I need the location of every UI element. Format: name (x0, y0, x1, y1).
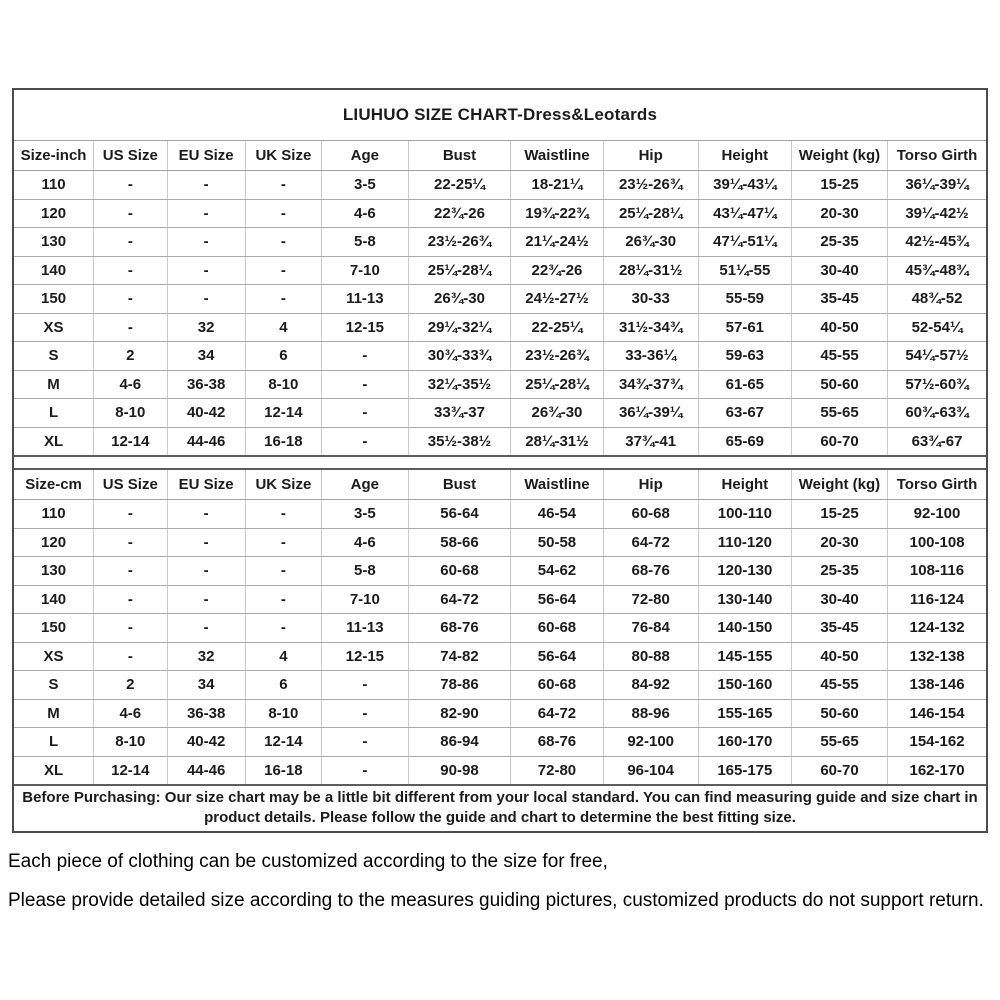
table-cell: 21¼-24½ (511, 228, 603, 257)
table-cell: 130-140 (698, 585, 791, 614)
table-row (14, 285, 986, 314)
table-cell: - (94, 528, 167, 557)
table-cell: 56-64 (408, 500, 511, 529)
column-header: Hip (603, 141, 698, 171)
table-cell: 45¾-48¾ (888, 256, 986, 285)
table-cell: 16-18 (245, 427, 321, 455)
table-cell: 120 (14, 528, 94, 557)
table-cell: 72-80 (603, 585, 698, 614)
table-cell: 68-76 (511, 728, 603, 757)
table-cell: 140-150 (698, 614, 791, 643)
size-chart (12, 88, 988, 833)
table-cell: - (167, 228, 245, 257)
table-cell: 42½-45¾ (888, 228, 986, 257)
table-cell: - (167, 614, 245, 643)
table-cell: 63¾-67 (888, 427, 986, 455)
column-header: EU Size (167, 470, 245, 500)
table-cell: 16-18 (245, 756, 321, 784)
table-row (14, 256, 986, 285)
table-cell: - (167, 199, 245, 228)
table-cell: 4-6 (322, 199, 409, 228)
table-cell: - (322, 699, 409, 728)
table-cell: 6 (245, 671, 321, 700)
table-cell: 8-10 (245, 699, 321, 728)
table-cell: 23½-26¾ (603, 171, 698, 200)
table-cell: - (322, 342, 409, 371)
table-cell: 7-10 (322, 256, 409, 285)
table-cell: 20-30 (791, 528, 887, 557)
table-row (14, 756, 986, 784)
size-table-inch (14, 141, 986, 455)
table-cell: 25-35 (791, 228, 887, 257)
table-cell: 50-60 (791, 370, 887, 399)
table-cell: - (322, 756, 409, 784)
table-cell: - (322, 671, 409, 700)
table-row (14, 500, 986, 529)
size-table-cm (14, 470, 986, 784)
table-cell: - (167, 585, 245, 614)
column-header: Size-inch (14, 141, 94, 171)
table-cell: 4-6 (322, 528, 409, 557)
table-cell: L (14, 728, 94, 757)
table-cell: 6 (245, 342, 321, 371)
table-cell: 15-25 (791, 500, 887, 529)
table-cell: 59-63 (698, 342, 791, 371)
table-cell: 64-72 (603, 528, 698, 557)
table-cell: 100-108 (888, 528, 986, 557)
table-cell: - (94, 642, 167, 671)
column-header: Age (322, 141, 409, 171)
table-cell: 12-14 (245, 399, 321, 428)
table-cell: 130 (14, 557, 94, 586)
table-cell: 23½-26¾ (408, 228, 511, 257)
table-cell: 3-5 (322, 500, 409, 529)
table-cell: - (94, 285, 167, 314)
table-cell: 132-138 (888, 642, 986, 671)
table-cell: - (167, 285, 245, 314)
table-cell: 138-146 (888, 671, 986, 700)
table-cell: 36¼-39¼ (888, 171, 986, 200)
table-cell: - (167, 171, 245, 200)
table-cell: 30-33 (603, 285, 698, 314)
table-cell: - (94, 585, 167, 614)
table-cell: 165-175 (698, 756, 791, 784)
table-cell: - (94, 171, 167, 200)
table-cell: 34¾-37¾ (603, 370, 698, 399)
table-cell: 8-10 (94, 399, 167, 428)
table-cell: 33-36¼ (603, 342, 698, 371)
table-row (14, 228, 986, 257)
table-cell: 29¼-32¼ (408, 313, 511, 342)
table-cell: 150 (14, 614, 94, 643)
purchase-note: Before Purchasing: Our size chart may be a little bit different from your local standard. You can find measuring guide and size chart in product details. Please follow the guide and chart to determine the best fitting size. (14, 784, 986, 831)
table-cell: - (167, 500, 245, 529)
column-header: Weight (kg) (791, 141, 887, 171)
table-cell: 28¼-31½ (603, 256, 698, 285)
table-row (14, 342, 986, 371)
table-cell: - (245, 256, 321, 285)
table-cell: 110 (14, 500, 94, 529)
table-cell: - (322, 399, 409, 428)
column-header: UK Size (245, 470, 321, 500)
table-cell: - (245, 228, 321, 257)
table-cell: XL (43, 432, 64, 450)
table-cell: 57-61 (698, 313, 791, 342)
table-cell: 39¼-42½ (888, 199, 986, 228)
table-cell: S (14, 342, 94, 371)
table-cell: 25¼-28¼ (408, 256, 511, 285)
table-cell: 64-72 (511, 699, 603, 728)
table-cell: - (245, 285, 321, 314)
table-cell: - (245, 500, 321, 529)
table-row (14, 313, 986, 342)
table-cell: 4-6 (94, 370, 167, 399)
table-cell: 120-130 (698, 557, 791, 586)
table-cell: 155-165 (698, 699, 791, 728)
table-cell: 76-84 (603, 614, 698, 643)
table-cell: 26¾-30 (511, 399, 603, 428)
column-header: Waistline (511, 470, 603, 500)
table-cell: 5-8 (322, 557, 409, 586)
table-cell: 96-104 (603, 756, 698, 784)
table-cell: 11-13 (322, 285, 409, 314)
table-cell: 110 (14, 171, 94, 200)
table-cell: - (94, 614, 167, 643)
table-cell: - (94, 228, 167, 257)
column-header: Bust (408, 470, 511, 500)
table-cell: 40-42 (167, 399, 245, 428)
table-cell: 31½-34¾ (603, 313, 698, 342)
table-cell: 25¼-28¼ (511, 370, 603, 399)
table-cell: 140 (14, 256, 94, 285)
table-cell: 60-70 (791, 427, 887, 455)
table-cell: 78-86 (408, 671, 511, 700)
table-cell: 72-80 (511, 756, 603, 784)
customization-note (8, 851, 998, 929)
table-cell: - (94, 199, 167, 228)
column-header: Bust (408, 141, 511, 171)
table-cell: 68-76 (603, 557, 698, 586)
table-cell: 2 (94, 342, 167, 371)
table-cell: 12-14 (245, 728, 321, 757)
table-cell: 60-70 (791, 756, 887, 784)
table-cell: 4 (245, 642, 321, 671)
table-cell: 100-110 (698, 500, 791, 529)
table-cell: 61-65 (698, 370, 791, 399)
table-cell: 32 (167, 313, 245, 342)
table-cell: XL (43, 761, 64, 779)
table-row (14, 728, 986, 757)
header-row (14, 141, 986, 171)
table-cell: 64-72 (408, 585, 511, 614)
table-cell: 60-68 (511, 614, 603, 643)
customization-note-line2: Please provide detailed size according to the measures guiding pictures, customized products do not support return. (8, 890, 984, 911)
table-cell: 33¾-37 (408, 399, 511, 428)
table-cell: 88-96 (603, 699, 698, 728)
table-cell: 45-55 (791, 671, 887, 700)
table-cell: 84-92 (603, 671, 698, 700)
table-row (14, 614, 986, 643)
table-cell: 15-25 (791, 171, 887, 200)
table-cell: - (322, 370, 409, 399)
table-cell: 22¾-26 (511, 256, 603, 285)
table-cell: 60-68 (408, 557, 511, 586)
table-cell: - (245, 614, 321, 643)
table-cell: 50-58 (511, 528, 603, 557)
table-cell: - (322, 427, 409, 455)
table-cell: XS (14, 313, 94, 342)
table-cell: S (14, 671, 94, 700)
table-cell: 22-25¼ (511, 313, 603, 342)
table-cell: 12-15 (322, 313, 409, 342)
table-cell: 80-88 (603, 642, 698, 671)
table-row (14, 199, 986, 228)
table-cell: - (167, 528, 245, 557)
column-header: UK Size (245, 141, 321, 171)
table-cell: 12-14 (94, 756, 167, 784)
table-cell: 35-45 (791, 614, 887, 643)
table-cell: 60¾-63¾ (888, 399, 986, 428)
table-row (14, 699, 986, 728)
table-row (14, 427, 986, 455)
table-cell: 23½-26¾ (511, 342, 603, 371)
column-header: US Size (94, 470, 167, 500)
table-cell: 60-68 (603, 500, 698, 529)
table-cell: 18-21¼ (511, 171, 603, 200)
column-header: Hip (603, 470, 698, 500)
column-header: Torso Girth (888, 141, 986, 171)
table-cell: 56-64 (511, 642, 603, 671)
table-cell: 30-40 (791, 256, 887, 285)
table-cell: 56-64 (511, 585, 603, 614)
table-cell: 130 (14, 228, 94, 257)
table-cell: 8-10 (94, 728, 167, 757)
table-cell: 55-65 (791, 728, 887, 757)
table-cell: - (245, 171, 321, 200)
table-cell: 92-100 (603, 728, 698, 757)
table-row (14, 557, 986, 586)
table-cell: 68-76 (408, 614, 511, 643)
table-cell: 12-15 (322, 642, 409, 671)
column-header: Size-cm (14, 470, 94, 500)
table-cell: 12-14 (94, 427, 167, 455)
table-cell: 160-170 (698, 728, 791, 757)
table-cell: 116-124 (888, 585, 986, 614)
column-header: Waistline (511, 141, 603, 171)
table-cell: 20-30 (791, 199, 887, 228)
column-header: Torso Girth (888, 470, 986, 500)
chart-title: LIUHUO SIZE CHART-Dress&Leotards (14, 90, 986, 141)
table-cell: 22-25¼ (408, 171, 511, 200)
table-cell: - (245, 528, 321, 557)
table-cell: 110-120 (698, 528, 791, 557)
table-cell: M (14, 370, 94, 399)
table-cell: - (167, 557, 245, 586)
table-cell: 162-170 (888, 756, 986, 784)
table-cell: 146-154 (888, 699, 986, 728)
table-cell: 60-68 (511, 671, 603, 700)
table-cell: 51¼-55 (698, 256, 791, 285)
table-cell: 36-38 (167, 699, 245, 728)
table-cell: 90-98 (408, 756, 511, 784)
table-cell: 48¾-52 (888, 285, 986, 314)
table-cell: - (167, 256, 245, 285)
table-cell: 36-38 (167, 370, 245, 399)
table-row (14, 585, 986, 614)
table-cell: 124-132 (888, 614, 986, 643)
table-cell: 82-90 (408, 699, 511, 728)
table-cell: 35½-38½ (408, 427, 511, 455)
table-row (14, 671, 986, 700)
table-cell: 22¾-26 (408, 199, 511, 228)
column-header: Height (698, 470, 791, 500)
table-row (14, 642, 986, 671)
table-cell: 54-62 (511, 557, 603, 586)
table-cell: 37¾-41 (603, 427, 698, 455)
column-header: Weight (kg) (791, 470, 887, 500)
table-cell: 55-59 (698, 285, 791, 314)
table-divider (14, 455, 986, 470)
table-cell: 108-116 (888, 557, 986, 586)
table-cell: 44-46 (167, 427, 245, 455)
table-cell: L (14, 399, 94, 428)
table-cell: - (245, 585, 321, 614)
table-cell: 2 (94, 671, 167, 700)
table-cell: 140 (14, 585, 94, 614)
table-cell: 74-82 (408, 642, 511, 671)
table-cell: XS (14, 642, 94, 671)
table-cell: - (94, 256, 167, 285)
table-cell: 86-94 (408, 728, 511, 757)
table-cell: - (94, 313, 167, 342)
table-row (14, 171, 986, 200)
table-cell: 24½-27½ (511, 285, 603, 314)
table-cell: 47¼-51¼ (698, 228, 791, 257)
table-cell: - (322, 728, 409, 757)
table-cell: - (94, 557, 167, 586)
column-header: EU Size (167, 141, 245, 171)
table-row (14, 399, 986, 428)
table-cell: 34 (167, 671, 245, 700)
table-row (14, 528, 986, 557)
table-cell: 154-162 (888, 728, 986, 757)
table-cell: - (245, 199, 321, 228)
table-cell: 45-55 (791, 342, 887, 371)
table-cell: 19¾-22¾ (511, 199, 603, 228)
table-cell: 28¼-31½ (511, 427, 603, 455)
column-header: Height (698, 141, 791, 171)
table-cell: 30¾-33¾ (408, 342, 511, 371)
table-cell: 50-60 (791, 699, 887, 728)
table-cell: 52-54¼ (888, 313, 986, 342)
table-cell: 35-45 (791, 285, 887, 314)
table-row (14, 370, 986, 399)
table-cell: 32¼-35½ (408, 370, 511, 399)
table-cell: 36¼-39¼ (603, 399, 698, 428)
table-cell: 54¼-57½ (888, 342, 986, 371)
table-cell: M (14, 699, 94, 728)
table-cell: 26¾-30 (408, 285, 511, 314)
table-cell: 4 (245, 313, 321, 342)
table-cell: 65-69 (698, 427, 791, 455)
table-cell: - (245, 557, 321, 586)
table-cell: 63-67 (698, 399, 791, 428)
table-cell: 34 (167, 342, 245, 371)
table-cell: 55-65 (791, 399, 887, 428)
table-cell: 145-155 (698, 642, 791, 671)
table-cell: 8-10 (245, 370, 321, 399)
table-cell: 40-50 (791, 642, 887, 671)
table-cell: 120 (14, 199, 94, 228)
table-cell: 150 (14, 285, 94, 314)
table-cell: 44-46 (167, 756, 245, 784)
table-cell: 150-160 (698, 671, 791, 700)
table-cell: 46-54 (511, 500, 603, 529)
table-cell: 25-35 (791, 557, 887, 586)
table-cell: 92-100 (888, 500, 986, 529)
table-cell: 40-42 (167, 728, 245, 757)
table-cell: 11-13 (322, 614, 409, 643)
table-cell: 40-50 (791, 313, 887, 342)
table-cell: 57½-60¾ (888, 370, 986, 399)
table-cell: 32 (167, 642, 245, 671)
customization-note-line1: Each piece of clothing can be customized according to the size for free, (8, 851, 608, 872)
table-cell: 30-40 (791, 585, 887, 614)
table-cell: - (94, 500, 167, 529)
header-row (14, 470, 986, 500)
column-header: US Size (94, 141, 167, 171)
table-cell: 43¼-47¼ (698, 199, 791, 228)
table-cell: 5-8 (322, 228, 409, 257)
table-cell: 58-66 (408, 528, 511, 557)
table-cell: 25¼-28¼ (603, 199, 698, 228)
table-cell: 4-6 (94, 699, 167, 728)
table-cell: 7-10 (322, 585, 409, 614)
table-cell: 26¾-30 (603, 228, 698, 257)
table-cell: 3-5 (322, 171, 409, 200)
table-cell: 39¼-43¼ (698, 171, 791, 200)
column-header: Age (322, 470, 409, 500)
